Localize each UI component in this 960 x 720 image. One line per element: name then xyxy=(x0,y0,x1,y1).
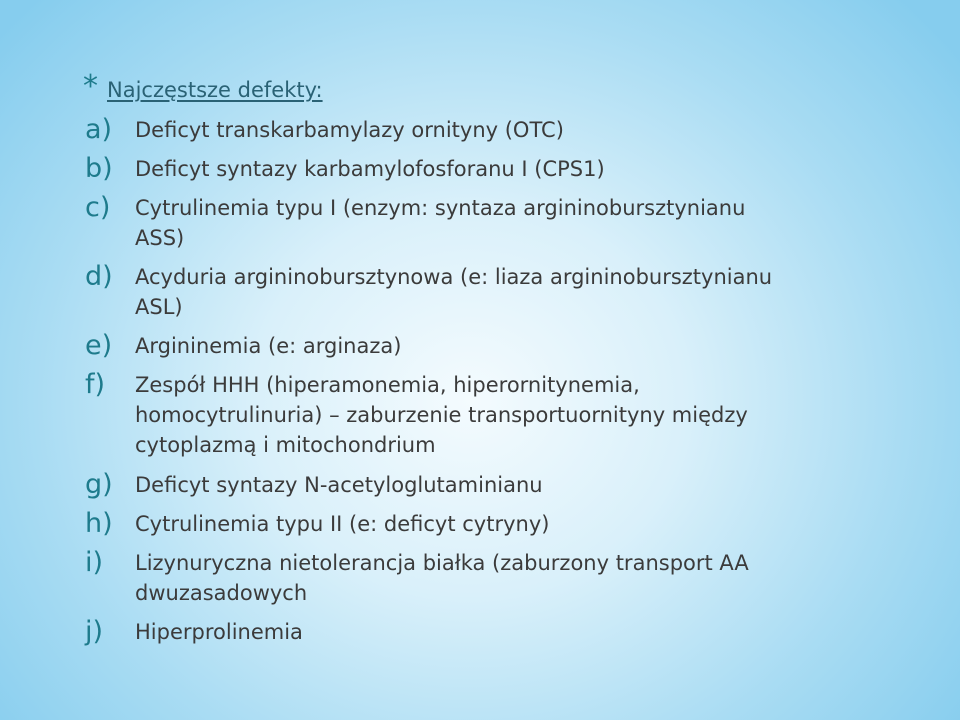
list-marker: j) xyxy=(85,616,104,647)
list-item-line: dwuzasadowych xyxy=(135,581,308,605)
list-item-text xyxy=(135,262,945,322)
list-item-text xyxy=(135,509,945,539)
list-item-text xyxy=(135,331,945,361)
list-marker: i) xyxy=(85,547,104,578)
list-item-line: Deficyt syntazy N-acetyloglutaminianu xyxy=(135,473,543,497)
list-marker: f) xyxy=(85,369,106,400)
list-item-line: Deficyt transkarbamylazy ornityny (OTC) xyxy=(135,118,564,142)
list-item-line: Deficyt syntazy karbamylofosforanu I (CPS1) xyxy=(135,157,605,181)
defects-list xyxy=(85,115,945,656)
slide-title-row xyxy=(83,69,323,108)
list-item-line: Hiperprolinemia xyxy=(135,620,303,644)
list-item-line: Acyduria argininobursztynowa (e: liaza argininobursztynianu xyxy=(135,265,773,289)
list-marker: g) xyxy=(85,469,113,500)
list-item-j xyxy=(85,617,945,647)
list-item-text xyxy=(135,617,945,647)
list-marker: d) xyxy=(85,261,113,292)
list-item-text xyxy=(135,193,945,253)
list-marker: e) xyxy=(85,330,113,361)
list-marker: h) xyxy=(85,508,113,539)
list-item-line: ASL) xyxy=(135,295,183,319)
list-item-line: cytoplazmą i mitochondrium xyxy=(135,433,436,457)
list-item-line: homocytrulinuria) – zaburzenie transportuornityny między xyxy=(135,403,748,427)
list-item-i xyxy=(85,548,945,608)
slide-title: Najczęstsze defekty: xyxy=(107,78,323,102)
list-item-text xyxy=(135,470,945,500)
list-marker: c) xyxy=(85,192,111,223)
list-item-line: Zespół HHH (hiperamonemia, hiperornitynemia, xyxy=(135,373,640,397)
list-marker: b) xyxy=(85,153,113,184)
list-item-line: Cytrulinemia typu II (e: deficyt cytryny) xyxy=(135,512,550,536)
list-item-line: Argininemia (e: arginaza) xyxy=(135,334,402,358)
list-item-text xyxy=(135,115,945,145)
list-item-h xyxy=(85,509,945,539)
list-item-line: Cytrulinemia typu I (enzym: syntaza argininobursztynianu xyxy=(135,196,746,220)
list-item-text xyxy=(135,548,945,608)
title-asterisk-marker: * xyxy=(83,69,98,104)
list-item-b xyxy=(85,154,945,184)
list-item-line: Lizynuryczna nietolerancja białka (zaburzony transport AA xyxy=(135,551,749,575)
list-item-d xyxy=(85,262,945,322)
list-item-g xyxy=(85,470,945,500)
list-item-text xyxy=(135,154,945,184)
list-item-e xyxy=(85,331,945,361)
list-item-a xyxy=(85,115,945,145)
list-item-text xyxy=(135,370,945,460)
list-item-line: ASS) xyxy=(135,226,185,250)
list-item-f xyxy=(85,370,945,460)
list-marker: a) xyxy=(85,114,113,145)
list-item-c xyxy=(85,193,945,253)
